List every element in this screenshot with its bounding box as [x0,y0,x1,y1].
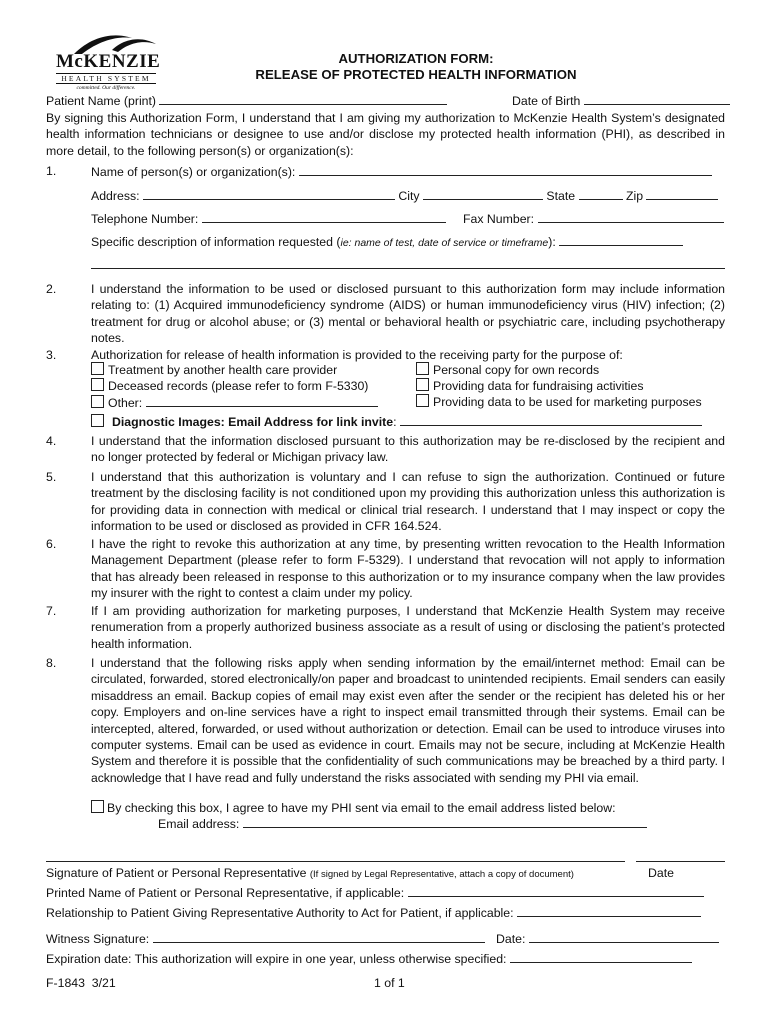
dob-label: Date of Birth [512,94,581,108]
phone-field[interactable] [202,210,446,223]
signature-note: (If signed by Legal Representative, attach a copy of document) [309,869,574,880]
item1-number: 1. [46,164,57,178]
item4-number: 4. [46,434,57,448]
diagnostic-checkbox[interactable] [91,414,104,427]
witness-label: Witness Signature: [46,932,150,946]
other-field[interactable] [146,394,378,407]
item7-number: 7. [46,604,57,618]
fundraising-checkbox[interactable] [416,378,429,391]
treatment-checkbox[interactable] [91,362,104,375]
description-label-end: ): [548,235,556,249]
address-field[interactable] [143,187,395,200]
item2-text: I understand the information to be used or disclosed pursuant to this authorization form may include information relating to: (1) Acquired immunodeficiency syndrome (AIDS) or human immunodeficiency virus (HIV) infection; (2) treatment for drug or alcohol abuse; or (3) mental or behavioral health or psychiatric care, including psychotherapy notes. [91,282,725,346]
signature-date-line[interactable] [636,861,725,862]
diagnostic-colon: : [393,415,397,429]
option-fundraising-label: Providing data for fundraising activities [433,379,644,393]
state-field[interactable] [579,187,623,200]
relationship-label: Relationship to Patient Giving Representative Authority to Act for Patient, if applicable: [46,906,514,920]
form-id: F-1843 3/21 [46,976,116,990]
item8-text: I understand that the following risks apply when sending information by the email/internet method: Email can be circulated, forwarded, stored electronically/on paper and broadcast to unintended recipients. Email senders can easily misaddress an email. Backup copies of email may exist even after the sender or the recipient has deleted his or her copy. Employers and on-line services have a right to inspect email transmitted through their systems. Email can be intercepted, altered, forwarded, or used without authorization or detection. Email can be used to introduce viruses into computer systems. Email can be used as evidence in court. Emails may not be secure, including at McKenzie Health System and therefore it is possible that the confidentiality of such communications may be breached by a third party. I acknowledge that I have read and fully understand the risks associated with sending my PHI via email. [91,656,725,785]
printed-name-row [46,884,704,901]
signature-label-row [46,865,574,883]
fax-field[interactable] [538,210,724,223]
witness-date-label: Date: [496,932,526,946]
email-consent-checkbox[interactable] [91,800,104,813]
state-label: State [546,189,576,203]
city-field[interactable] [423,187,543,200]
logo-name: McKENZIE [56,51,161,72]
email-consent-label: By checking this box, I agree to have my PHI sent via email to the email address listed below: [107,801,616,815]
relationship-row [46,904,701,921]
description-field-line2[interactable] [91,268,725,269]
option-other-label: Other: [108,396,143,410]
patient-name-label: Patient Name (print) [46,94,157,108]
description-hint: ie: name of test, date of service or timeframe [340,237,549,249]
email-address-field[interactable] [243,815,647,828]
witness-row [46,930,485,947]
description-label: Specific description of information requested ( [91,235,341,249]
printed-name-label: Printed Name of Patient or Personal Representative, if applicable: [46,886,405,900]
personal-copy-checkbox[interactable] [416,362,429,375]
intro-paragraph: By signing this Authorization Form, I understand that I am giving my authorization to McKenzie Health System’s designated health information technicians or designee to use and/or disclose my protected health information (PHI), as described in more detail, to the following person(s) or organization(s): [46,111,725,158]
signature-date-label: Date [648,866,674,880]
city-label: City [398,189,420,203]
witness-date-row [496,930,719,947]
option-treatment-label: Treatment by another health care provider [108,363,338,377]
zip-field[interactable] [646,187,718,200]
description-row [91,233,683,251]
page-number: 1 of 1 [374,976,405,990]
address-label: Address: [91,189,140,203]
description-field[interactable] [559,233,683,246]
names-row [91,163,712,180]
option-personal-copy-label: Personal copy for own records [433,363,600,377]
diagnostic-label: Diagnostic Images: Email Address for link invite [112,415,394,429]
dob-field[interactable] [584,92,730,105]
logo-subtitle: HEALTH SYSTEM [56,73,156,84]
item8-number: 8. [46,656,57,670]
option-marketing[interactable] [416,394,702,410]
zip-label: Zip [625,189,644,203]
email-address-label: Email address: [158,817,240,831]
phone-label: Telephone Number: [91,212,199,226]
item3-text: Authorization for release of health information is provided to the receiving party for the purpose of: [91,348,623,362]
item7-text: If I am providing authorization for marketing purposes, I understand that McKenzie Health System may receive renumeration from a properly authorized business associate as a result of using or disclosing the patient’s protected health information. [91,604,725,651]
item3-number: 3. [46,348,57,362]
expiration-row [46,950,692,967]
deceased-checkbox[interactable] [91,378,104,391]
other-checkbox[interactable] [91,395,104,408]
option-treatment[interactable] [91,362,337,378]
expiration-field[interactable] [510,950,692,963]
printed-name-field[interactable] [408,884,704,897]
names-field[interactable] [299,163,712,176]
item2-number: 2. [46,282,57,296]
option-deceased[interactable] [91,378,368,394]
names-label: Name of person(s) or organization(s): [91,165,296,179]
option-deceased-label: Deceased records (please refer to form F-5330) [108,379,369,393]
email-consent-row[interactable] [91,800,616,816]
logo [52,30,160,94]
item5-number: 5. [46,470,57,484]
option-diagnostic[interactable] [91,413,702,430]
marketing-checkbox[interactable] [416,394,429,407]
signature-line[interactable] [46,861,625,862]
item6-number: 6. [46,537,57,551]
dob-row [512,92,730,109]
patient-name-field[interactable] [159,92,447,105]
fax-row [463,210,724,227]
witness-field[interactable] [153,930,485,943]
form-title-line1: AUTHORIZATION FORM: [338,51,494,66]
fax-label: Fax Number: [463,212,535,226]
patient-name-row [46,92,447,109]
email-address-row [158,815,647,832]
witness-date-field[interactable] [529,930,719,943]
relationship-field[interactable] [517,904,701,917]
diagnostic-email-field[interactable] [400,413,702,426]
item6-text: I have the right to revoke this authorization at any time, by presenting written revocation to the Health Information Management Department (please refer to form F-5329). I understand that revocation will not apply to information that has already been released in response to this authorization or to my insurance company when the law provides my insurer with the right to contest a claim under my policy. [91,537,725,601]
form-title-line2: RELEASE OF PROTECTED HEALTH INFORMATION [255,67,577,82]
option-fundraising[interactable] [416,378,644,394]
option-marketing-label: Providing data to be used for marketing purposes [433,395,702,409]
option-personal-copy[interactable] [416,362,599,378]
signature-label: Signature of Patient or Personal Representative [46,866,307,880]
logo-tagline: committed. Our difference. [76,85,136,91]
phone-row [91,210,446,227]
item4-text: I understand that the information disclosed pursuant to this authorization may be re-disclosed by the recipient and no longer protected by federal or Michigan privacy law. [91,434,725,465]
option-other[interactable] [91,394,378,411]
expiration-label: Expiration date: This authorization will expire in one year, unless otherwise specified: [46,952,507,966]
item5-text: I understand that this authorization is voluntary and I can refuse to sign the authorization. Continued or future treatment by the disclosing facility is not conditioned upon my providing this authorization unless this authorization is for providing data in connection with medical or clinical trial research. I understand that I may inspect or copy the information to be used or disclosed as provided in CFR 164.524. [91,470,725,534]
address-row [91,187,718,204]
